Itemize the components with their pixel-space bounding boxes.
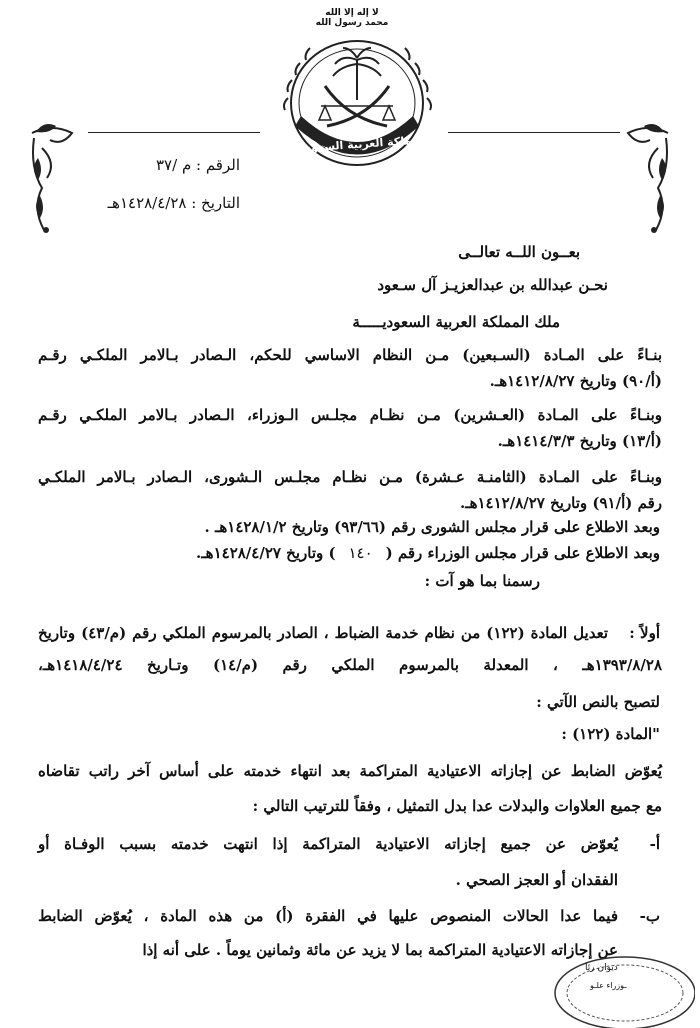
- item-b-label: ب-: [639, 907, 660, 925]
- item-a-label: أ-: [649, 835, 660, 853]
- item-b-line-1: فيما عدا الحالات المنصوص عليها في الفقرة (أ) من هذه المادة ، يُعوّض الضابط: [38, 907, 618, 925]
- preamble-1-line-2: (أ/٩٠) وتاريخ ١٤١٢/٨/٢٧هـ.: [489, 372, 662, 390]
- item-a-line-2: الفقدان أو العجز الصحي .: [455, 871, 618, 889]
- resolved-statement: رسمنا بما هو آت :: [424, 572, 540, 590]
- article-line-2: مع جميع العلاوات والبدلات عدا بدل التمثيل ، وفقاً للترتيب التالي :: [252, 797, 662, 815]
- ministers-decision-number: ١٤٠: [348, 544, 373, 562]
- first-clause-label: أولاً :: [629, 624, 660, 642]
- royal-emblem: [255, 8, 460, 183]
- shura-review: وبعد الاطلاع على قرار مجلس الشورى رقم (٩٣/٦٦) وتاريخ ١٤٢٨/١/٢هـ .: [204, 518, 660, 536]
- decree-date: التاريخ : ١٤٢٨/٤/٢٨هـ: [107, 194, 240, 212]
- corner-ornament-left-icon: [22, 118, 102, 238]
- shahada-calligraphy: لا إله إلا الله محمد رسول الله: [315, 8, 389, 28]
- ministers-review: [196, 544, 660, 562]
- preamble-2-line-1: وبنـاءً على المـادة (العـشرين) مـن نظـام مجلـس الـوزراء، الـصادر بـالامر الملكـي رقـم: [38, 406, 662, 424]
- preamble-3-line-1: وبنـاءً على المـادة (الثامنـة عـشرة) مـن نظـام مجلـس الـشورى، الـصادر بـالامر الملكـي: [38, 468, 662, 486]
- preamble-3-line-2: رقم (أ/٩١) وتاريخ ١٤١٢/٨/٢٧هـ.: [459, 494, 662, 512]
- emblem-seal-icon: [255, 8, 460, 183]
- article-heading: "المادة (١٢٢) :: [561, 725, 660, 743]
- opening-invocation: بعــون اللــه تعالــى: [458, 243, 580, 261]
- header-rule-right: [448, 132, 620, 133]
- issuer-name: نحـن عبدالله بن عبدالعزيـز آل سـعود: [377, 276, 608, 294]
- item-a-line-1: يُعوّض عن جميع إجازاته الاعتيادية المتراكمة إذا انتهت خدمته بسبب الوفـاة أو: [38, 835, 618, 853]
- stamp-line-1: ديوان رئا: [585, 963, 618, 973]
- first-clause-line-3: لتصبح بالنص الآتي :: [536, 693, 660, 711]
- king-title: ملك المملكة العربية السعوديـــــة: [352, 313, 560, 331]
- ministers-review-before: وبعد الاطلاع على قرار مجلس الوزراء رقم (: [385, 544, 660, 562]
- header-rule-left: [88, 132, 260, 133]
- item-b-line-2: عن إجازاته الاعتيادية المتراكمة بما لا يزيد عن مائة وثمانين يوماً . على أنه إذا: [142, 941, 618, 959]
- ministers-review-after: ) وتاريخ ١٤٢٨/٤/٢٧هـ.: [196, 544, 336, 562]
- decree-number: الرقم : م /٣٧: [156, 156, 240, 174]
- corner-ornament-right-icon: [598, 118, 678, 238]
- first-clause-line-2: ١٣٩٣/٨/٢٨هـ ، المعدلة بالمرسوم الملكي رقم (م/١٤) وتـاريخ ١٤١٨/٤/٢٤هـ،: [38, 656, 662, 674]
- stamp-line-2: ـوزراء علـو: [590, 981, 627, 990]
- article-line-1: يُعوّض الضابط عن إجازاته الاعتيادية المتراكمة بعد انتهاء خدمته على أساس آخر راتب تقاضاه: [38, 762, 662, 780]
- preamble-1-line-1: بنـاءً على المـادة (السـبعين) مـن النظام الاساسي للحكم، الـصادر بـالامر الملكـي رقـم: [38, 346, 662, 364]
- svg-text:مملكة العربية السعودية: مملكة العربية السعودية: [294, 133, 420, 156]
- first-clause-line-1: تعديل المادة (١٢٢) من نظام خدمة الضباط ، الصادر بالمرسوم الملكي رقم (م/٤٣) وتاريخ: [38, 624, 608, 642]
- preamble-2-line-2: (أ/١٣) وتاريخ ١٤١٤/٣/٣هـ.: [497, 432, 662, 450]
